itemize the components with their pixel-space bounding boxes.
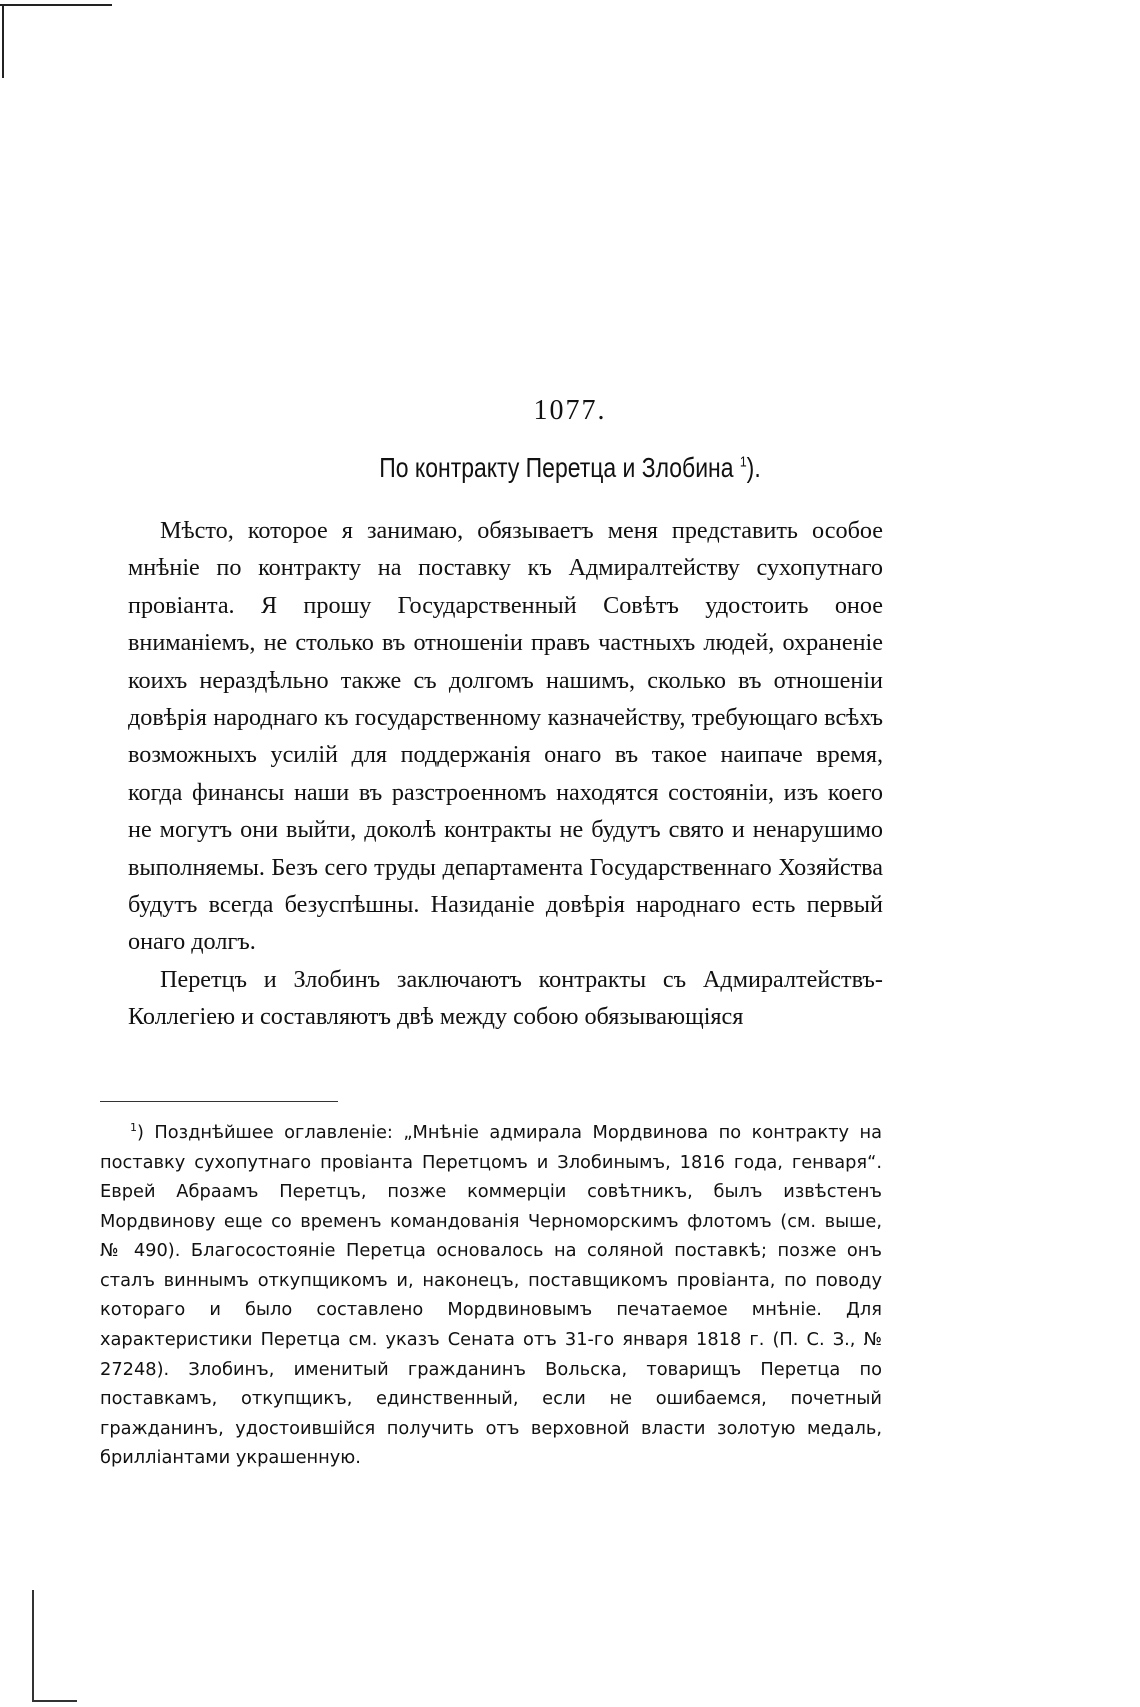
scan-edge-top xyxy=(0,4,112,6)
document-title xyxy=(103,452,1038,484)
title-footnote-marker: 1 xyxy=(739,453,747,471)
scan-edge-left-foot xyxy=(32,1700,77,1702)
body-text xyxy=(128,512,883,1036)
scan-edge-left-top xyxy=(2,4,4,78)
scan-edge-left-bottom xyxy=(32,1590,34,1700)
footnote-text: ) Позднѣйшее оглавленіе: „Мнѣніе адмирала Мордвинова по контракту на поставку сухопутнаго провіанта Перетцомъ и Злобинымъ, 1816 года, генваря“. Еврей Абраамъ Перетцъ, позже коммерціи совѣтникъ, былъ извѣстенъ Мордвинову еще со временъ командованія Черноморскимъ флотомъ (см. выше, № 490). Благосостояніе Перетца основалось на соляной поставкѣ; позже онъ сталъ виннымъ откупщикомъ и, наконецъ, поставщикомъ провіанта, по поводу котораго и было составлено Мордвиновымъ печатаемое мнѣніе. Для характеристики Перетца см. указъ Сената отъ 31-го января 1818 г. (П. С. З., № 27248). Злобинъ, именитый гражданинъ Вольска, товарищъ Перетца по поставкамъ, откупщикъ, единственный, если не ошибаемся, почетный гражданинъ, удостоившійся получить отъ верховной власти золотую медаль, брилліантами украшенную. xyxy=(100,1121,882,1469)
footnote-separator xyxy=(100,1101,338,1102)
footnote-paragraph xyxy=(100,1113,882,1473)
document-number: 1077. xyxy=(533,395,607,426)
title-closing-punctuation: ). xyxy=(746,452,761,483)
body-paragraph-1: Мѣсто, которое я занимаю, обязываетъ меня представить особое мнѣніе по контракту на поставку къ Адмиралтейству сухопутнаго провіанта. Я прошу Государственный Совѣтъ удостоить оное вниманіемъ, не столько въ отношеніи правъ частныхъ людей, охраненіе коихъ нераздѣльно также съ долгомъ нашимъ, сколько въ отношеніи довѣрія народнаго къ государственному казначейству, требующаго всѣхъ возможныхъ усилій для поддержанія онаго въ такое наипаче время, когда финансы наши въ разстроенномъ находятся состояніи, изъ коего не могутъ они выйти, доколѣ контракты не будутъ свято и ненарушимо выполняемы. Безъ сего труды департамента Государственнаго Хозяйства будутъ всегда безуспѣшны. Назиданіе довѣрія народнаго есть первый онаго долгъ. xyxy=(128,517,883,956)
footnote-marker: 1 xyxy=(130,1121,137,1134)
body-paragraph-2: Перетцъ и Злобинъ заключаютъ контракты съ Адмиралтействъ-Коллегіею и составляютъ двѣ между собою обязывающіяся xyxy=(128,965,883,1031)
footnote xyxy=(100,1113,882,1473)
document-title-text: По контракту Перетца и Злобина xyxy=(379,452,734,483)
